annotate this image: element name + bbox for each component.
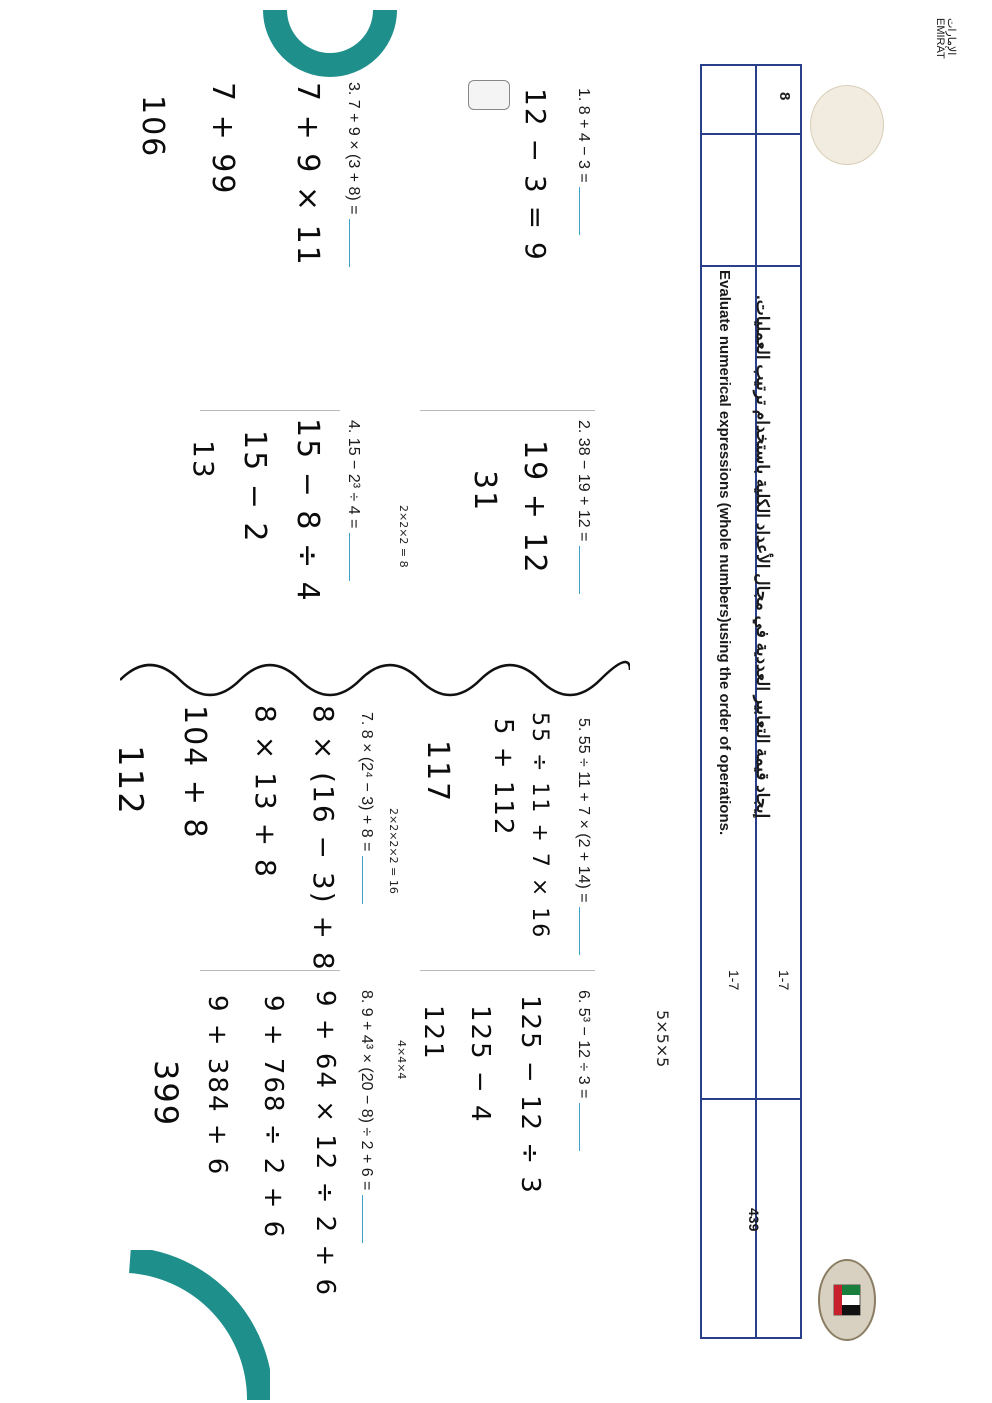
problem-4-label: 4. 15 − 2³ ÷ 4 = <box>344 420 362 581</box>
lesson-code-2: 1-7 <box>726 970 742 991</box>
problem-5-label: 5. 55 ÷ 11 + 7 × (2 + 14) = <box>574 718 592 955</box>
problem-7-label: 7. 8 × (2⁴ − 3) + 8 = <box>357 712 375 904</box>
teal-arc-top <box>260 0 400 80</box>
problem-6-work-1: 125 − 12 ÷ 3 <box>515 995 545 1195</box>
school-logo <box>810 85 884 165</box>
teal-arc-bottom <box>110 1250 270 1403</box>
problem-2-label: 2. 38 − 19 + 12 = <box>574 420 592 594</box>
problem-5-work-1: 55 ÷ 11 + 7 × 16 <box>527 712 552 940</box>
problem-1-work-1: 12 − 3 = 9 <box>519 88 552 262</box>
problem-7-note: 2×2×2×2 = 16 <box>387 808 400 894</box>
problem-2-work-1: 19 + 12 <box>517 440 552 575</box>
header-divider-1 <box>700 133 802 135</box>
problem-8-work-4: 399 <box>147 1060 185 1128</box>
row-separator-2 <box>420 970 595 971</box>
lesson-number: 8 <box>776 92 793 101</box>
problem-7-work-1: 8 × (16 − 3) + 8 <box>307 705 340 972</box>
problem-7-work-2: 8 × 13 + 8 <box>249 705 282 879</box>
problem-6-work-3: 121 <box>418 1005 448 1061</box>
problem-8-label: 8. 9 + 4³ × (20 − 8) ÷ 2 + 6 = <box>357 990 375 1243</box>
problem-3-work-1: 7 + 9 × 11 <box>290 82 325 267</box>
problem-3-label: 3. 7 + 9 × (3 + 8) = <box>344 82 362 267</box>
problem-2-work-2: 31 <box>467 470 502 513</box>
problem-6-work-2: 125 − 4 <box>465 1005 495 1124</box>
problem-4-note: 2×2×2 = 8 <box>397 505 410 568</box>
problem-4-work-1: 15 − 8 ÷ 4 <box>290 418 325 603</box>
title-ar: إيجاد قيمة التعابير العددية في مجال الأعداد الكلية باستخدام ترتيب العمليات. <box>753 295 772 819</box>
problem-4-work-2: 15 − 2 <box>237 430 272 544</box>
row-separator-1 <box>420 410 595 411</box>
problem-8-note: 4×4×4 <box>395 1040 408 1080</box>
problem-6-note: 5×5×5 <box>653 1010 672 1068</box>
problem-5-work-3: 117 <box>420 740 455 804</box>
problem-3-work-3: 106 <box>135 95 170 159</box>
problem-4-work-3: 13 <box>187 440 220 480</box>
problem-7-work-4: 112 <box>110 745 150 816</box>
problem-5-work-2: 5 + 112 <box>488 718 518 837</box>
header-divider-3 <box>700 1098 802 1100</box>
lesson-code-1: 1-7 <box>776 970 792 991</box>
problem-1-note <box>468 80 510 110</box>
row-separator-3 <box>200 410 340 411</box>
problem-8-work-3: 9 + 384 + 6 <box>202 995 232 1177</box>
problem-6-label: 6. 5³ − 12 ÷ 3 = <box>574 990 592 1151</box>
problem-8-work-1: 9 + 64 × 12 ÷ 2 + 6 <box>310 990 340 1298</box>
page-number: 439 <box>746 1208 762 1232</box>
problem-1-label: 1. 8 + 4 − 3 = <box>574 88 592 235</box>
uae-emblem-icon <box>812 1255 882 1345</box>
problem-7-work-3: 104 + 8 <box>177 705 212 840</box>
header-divider-2 <box>700 265 802 267</box>
title-en: Evaluate numerical expressions (whole numbers)using the order of operations. <box>716 270 733 836</box>
problem-3-work-2: 7 + 99 <box>205 82 240 196</box>
brand-rtl: الإمارات <box>945 18 957 56</box>
brand-en: EMIRAT <box>934 18 946 59</box>
problem-8-work-2: 9 + 768 ÷ 2 + 6 <box>258 995 288 1240</box>
